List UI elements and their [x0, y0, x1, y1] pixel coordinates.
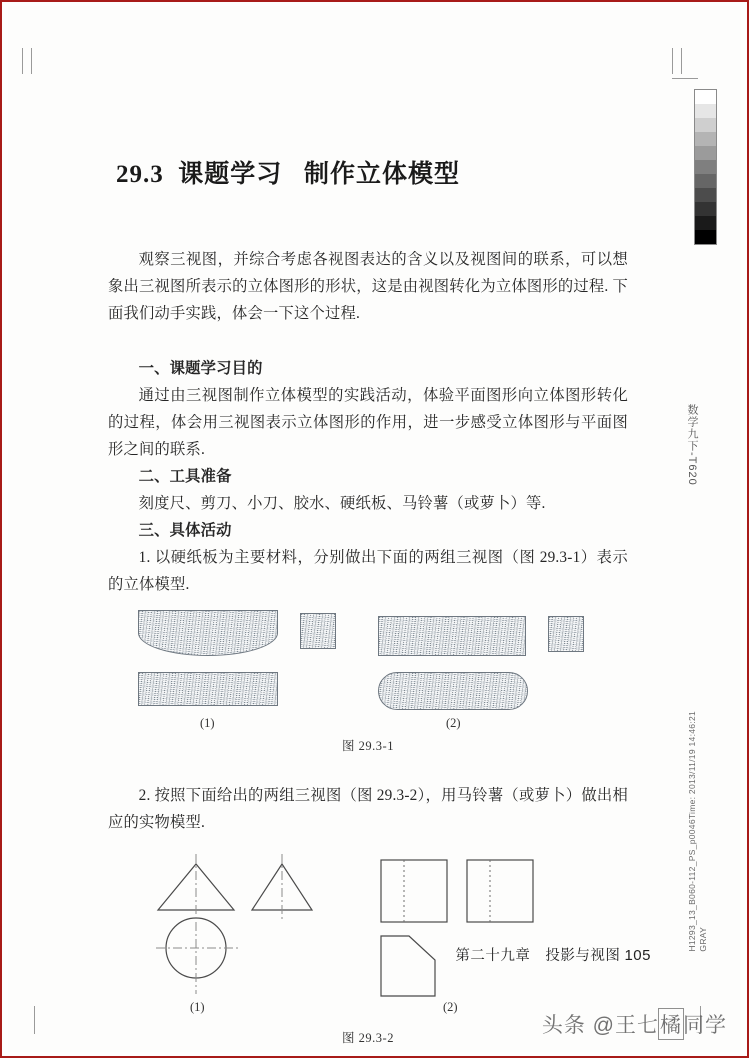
activity-paragraph-1: 1. 以硬纸板为主要材料，分别做出下面的两组三视图（图 29.3-1）表示的立体模型. — [108, 549, 628, 593]
footer-page-number: 105 — [624, 947, 651, 964]
print-mode-text: GRAY — [698, 926, 708, 952]
grayscale-calibration-wedge — [694, 89, 717, 245]
page-content — [108, 66, 628, 1046]
wedge-step — [695, 132, 716, 146]
half-disc-front-view — [138, 610, 278, 656]
triangle-front-view — [158, 864, 234, 910]
intro-paragraph: 观察三视图，并综合考虑各视图表达的含义以及视图间的联系，可以想象出三视图所表示的立体图形的形状，这是由视图转化为立体图形的过程. 下面我们动手实践，体会一下这个过程. — [108, 251, 628, 322]
section-heading-3: 三、具体活动 — [138, 522, 232, 539]
watermark-boxed-char: 橘 — [658, 1008, 684, 1040]
small-square-side-view — [548, 616, 584, 652]
watermark-suffix: 同学 — [683, 1014, 727, 1037]
figure1-group-2-label: (2) — [446, 716, 461, 730]
figure1-group-1-label: (1) — [200, 716, 215, 730]
wide-rectangle-top-view — [138, 672, 278, 706]
square-front-view — [381, 860, 447, 922]
wedge-step — [695, 216, 716, 230]
crop-mark-bottom-left — [34, 1006, 35, 1034]
watermark-prefix: 头条 @王七 — [541, 1014, 659, 1037]
wedge-step — [695, 174, 716, 188]
wedge-step — [695, 188, 716, 202]
centerlines — [156, 854, 282, 994]
section-heading-1: 一、课题学习目的 — [138, 360, 263, 377]
wedge-step — [695, 90, 716, 104]
footer-chapter: 第二十九章 投影与视图 — [455, 948, 621, 964]
figure2-group-2-label: (2) — [443, 1000, 458, 1014]
figure-29-3-1 — [108, 610, 628, 754]
figure2-group-2-drawing — [373, 848, 563, 1008]
wedge-step — [695, 146, 716, 160]
print-mark-text: H1293_13_B060-112_PS_p0046Time: 2013/11/19 14:46:21 — [687, 711, 697, 952]
crop-mark-register-line — [672, 78, 698, 79]
book-code-vertical: 数学九下-T620 — [686, 404, 698, 486]
crop-mark-top-left-a — [22, 48, 23, 74]
triangle-side-view — [252, 864, 312, 910]
figure2-caption: 图 29.3-2 — [342, 1031, 394, 1045]
activity-paragraph-2: 2. 按照下面给出的两组三视图（图 29.3-2），用马铃薯（或萝卜）做出相应的实物模型. — [108, 787, 628, 831]
stadium-top-view — [378, 672, 528, 710]
section-paragraph-1: 通过由三视图制作立体模型的实践活动，体验平面图形向立体图形转化的过程，体会用三视图表示立体图形的作用，进一步感受立体图形与平面图形之间的联系. — [108, 387, 628, 458]
wide-rectangle-front-view — [378, 616, 526, 656]
figure2-group-1-label: (1) — [190, 1000, 205, 1014]
figure2-group-1-drawing — [148, 848, 338, 1008]
wedge-step — [695, 202, 716, 216]
section-heading-2: 二、工具准备 — [138, 468, 232, 485]
crop-mark-top-right-b — [681, 48, 682, 74]
wedge-step — [695, 160, 716, 174]
wedge-step — [695, 230, 716, 244]
square-side-view — [467, 860, 533, 922]
figure1-caption: 图 29.3-1 — [342, 739, 394, 753]
small-square-side-view — [300, 613, 336, 649]
page-footer — [108, 944, 651, 965]
crop-mark-top-left-b — [31, 48, 32, 74]
page-title: 29.3 课题学习 制作立体模型 — [116, 161, 461, 188]
print-mark-vertical — [687, 711, 709, 952]
paper-surface — [8, 6, 741, 1052]
section-paragraph-2: 刻度尺、剪刀、小刀、胶水、硬纸板、马铃薯（或萝卜）等. — [138, 495, 546, 512]
wedge-step — [695, 118, 716, 132]
figure2-group-1 — [148, 848, 338, 1014]
figure2-group-2 — [373, 848, 563, 1014]
wedge-step — [695, 104, 716, 118]
watermark — [542, 1008, 727, 1040]
crop-mark-top-right-a — [672, 48, 673, 74]
